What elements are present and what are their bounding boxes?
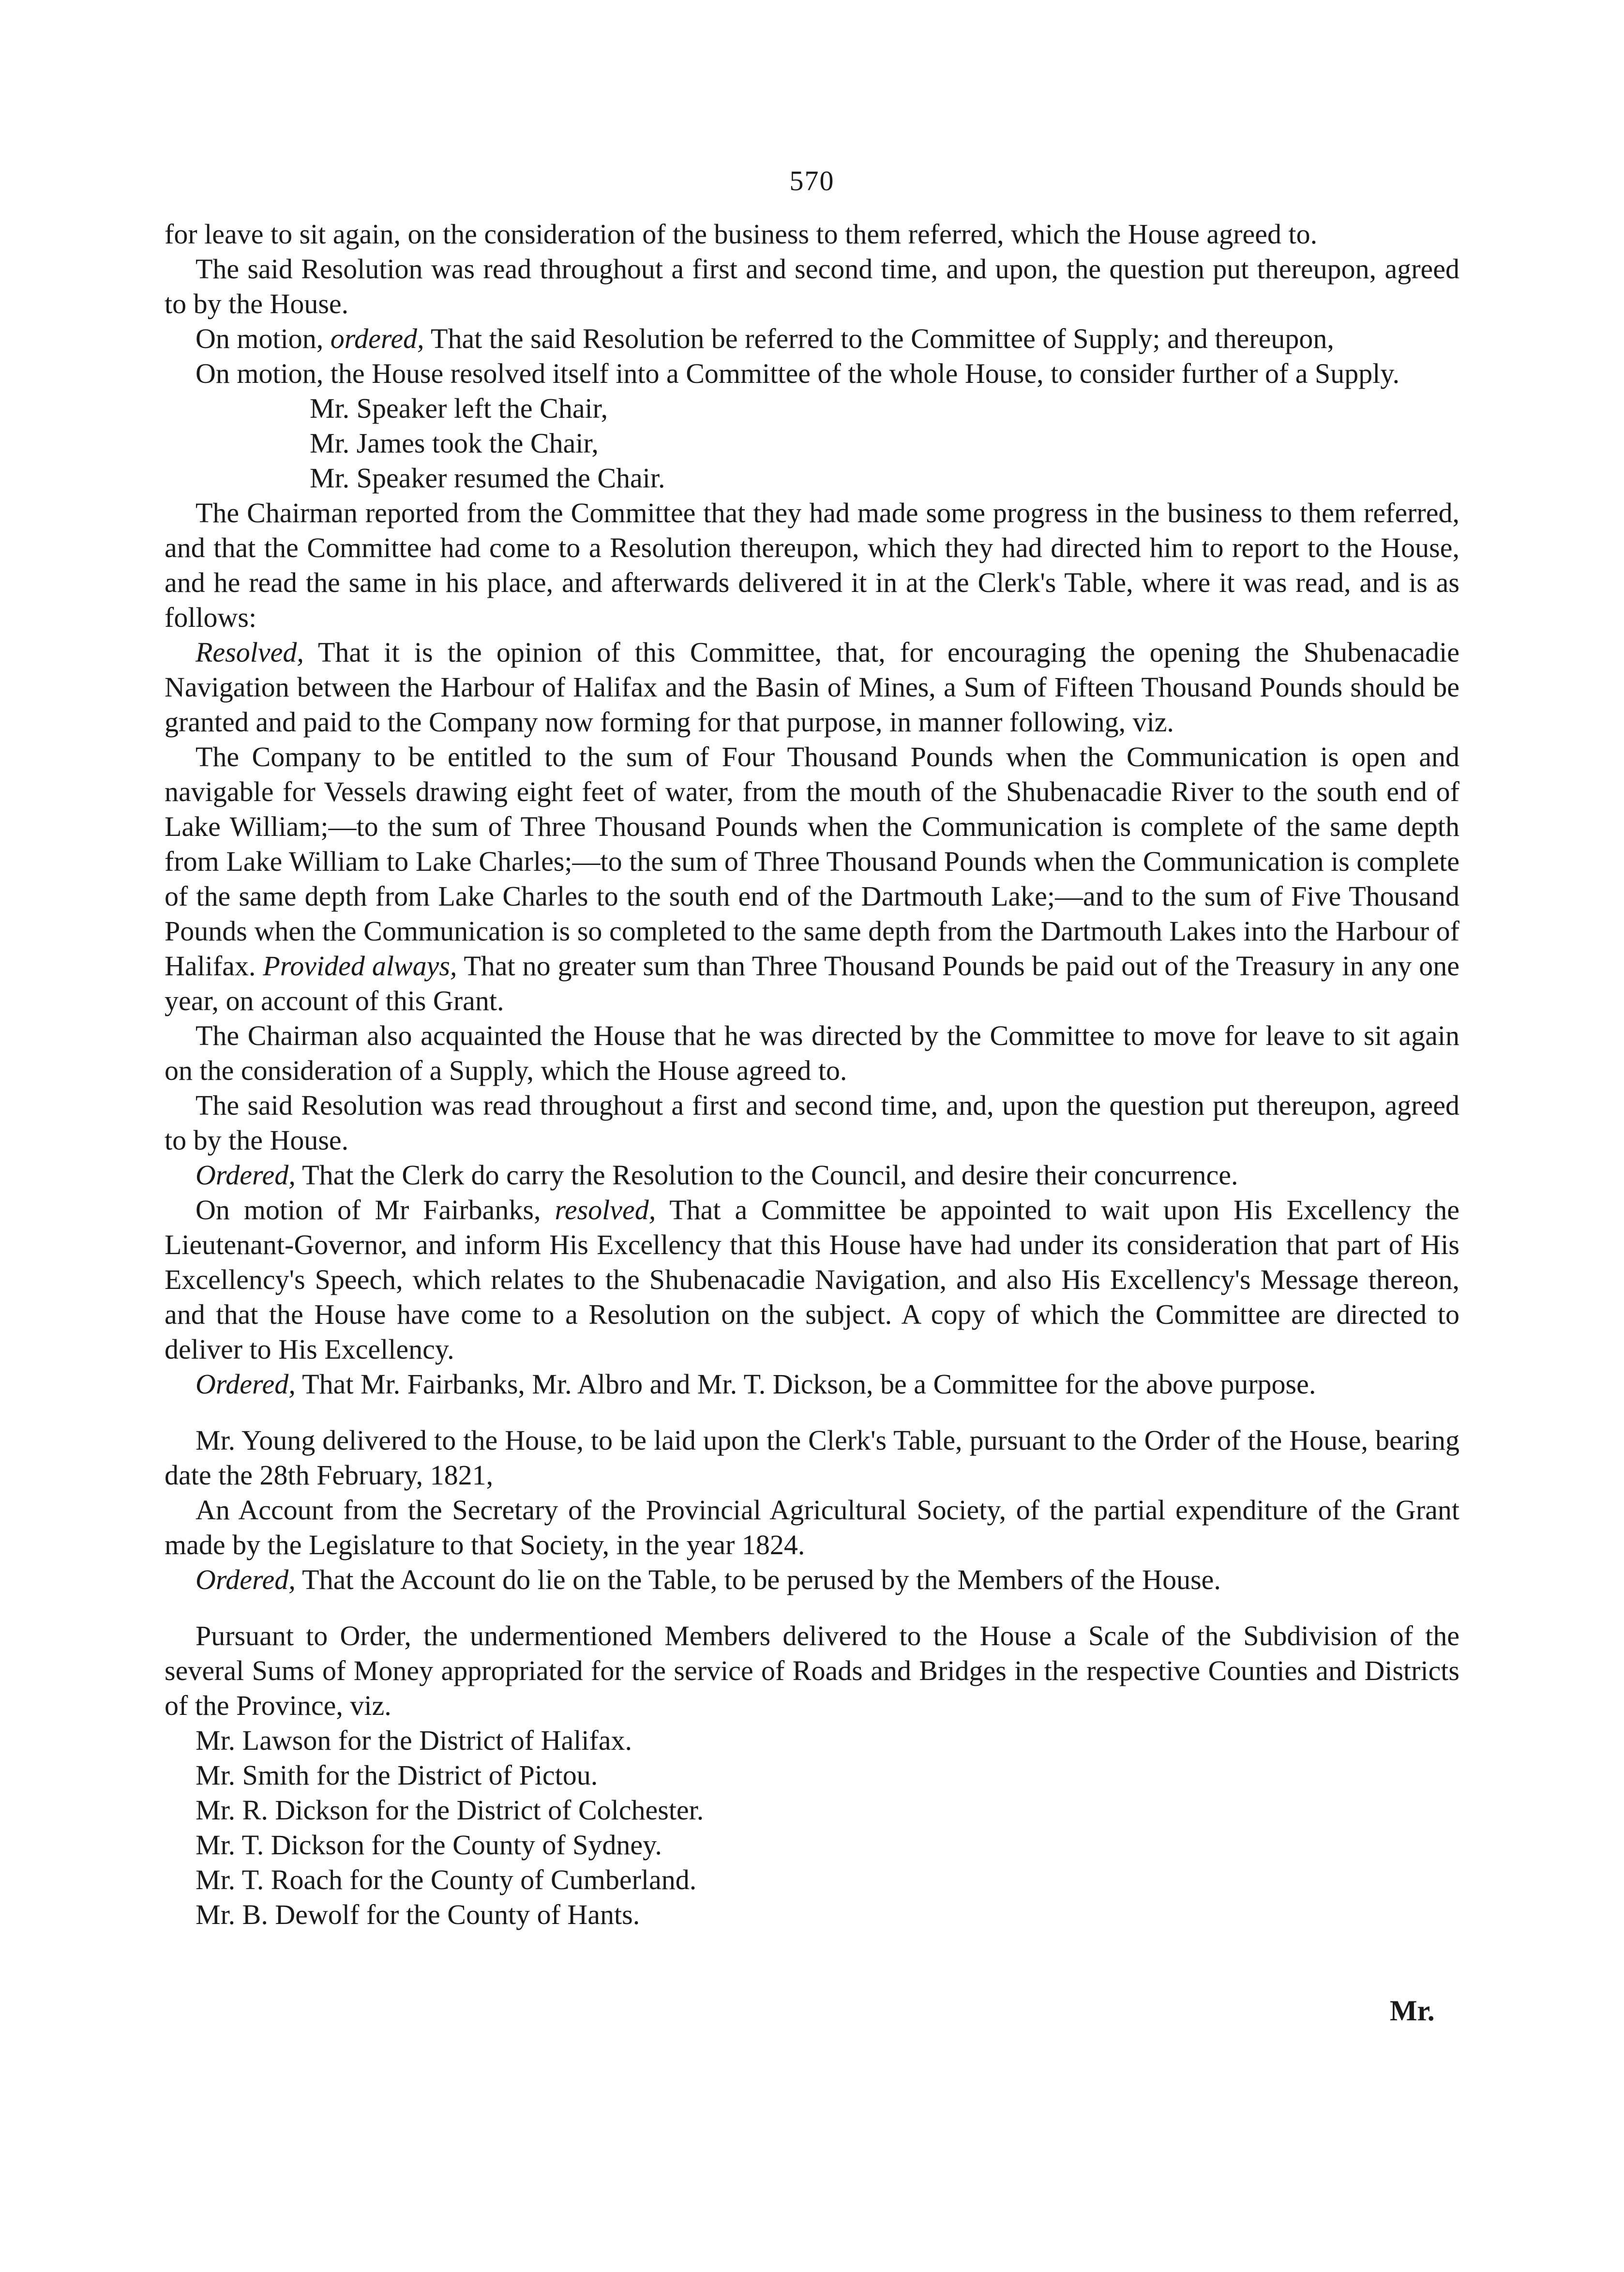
paragraph-referred-supply: On motion, ordered, That the said Resolution be referred to the Committee of Supply; and thereupon, — [195, 323, 1334, 354]
member-line: Mr. R. Dickson for the District of Colchester. — [195, 1794, 704, 1826]
member-line: Mr. B. Dewolf for the County of Hants. — [195, 1899, 640, 1930]
paragraph-ordered-committee: Ordered, That Mr. Fairbanks, Mr. Albro and Mr. T. Dickson, be a Committee for the above purpose. — [195, 1368, 1316, 1400]
chair-line-james: Mr. James took the Chair, — [310, 427, 599, 459]
paragraph-ordered-council: Ordered, That the Clerk do carry the Resolution to the Council, and desire their concurrence. — [195, 1159, 1238, 1191]
paragraph-pursuant: Pursuant to Order, the undermentioned Members delivered to the House a Scale of the Subdivision of the several Sums of Money appropriated for the service of Roads and Bridges in the respective Counties and Districts of the Province, viz. — [165, 1620, 1459, 1721]
paragraph-ordered-account: Ordered, That the Account do lie on the Table, to be perused by the Members of the House. — [195, 1564, 1221, 1595]
paragraph-fairbanks-motion: On motion of Mr Fairbanks, resolved, That a Committee be appointed to wait upon His Excellency the Lieutenant-Governor, and inform His Excellency that this House have had under its consideration that part of His Excellency's Speech, which relates to the Shubenacadie Navigation, and also His Excellency's Message thereon, and that the House have come to a Resolution on the subject. A copy of which the Committee are directed to deliver to His Excellency. — [165, 1194, 1460, 1365]
paragraph-resolution-read: The said Resolution was read throughout a first and second time, and upon, the question put thereupon, agreed to by the House. — [165, 253, 1459, 319]
page-body — [165, 217, 1459, 1932]
chair-line-speaker-resumed: Mr. Speaker resumed the Chair. — [310, 462, 665, 494]
paragraph-chairman-leave: The Chairman also acquainted the House that he was directed by the Committee to move for leave to sit again on the consideration of a Supply, which the House agreed to. — [165, 1020, 1459, 1086]
paragraph-leave-to-sit: for leave to sit again, on the consideration of the business to them referred, which the House agreed to. — [165, 218, 1318, 250]
paragraph-committee-whole: On motion, the House resolved itself into a Committee of the whole House, to consider further of a Supply. — [195, 358, 1400, 389]
chair-line-speaker-left: Mr. Speaker left the Chair, — [310, 393, 608, 424]
paragraph-second-reading: The said Resolution was read throughout a first and second time, and, upon the question put thereupon, agreed to by the House. — [165, 1090, 1459, 1156]
member-line: Mr. Smith for the District of Pictou. — [195, 1759, 598, 1791]
paragraph-chairman-report: The Chairman reported from the Committee that they had made some progress in the business to them referred, and that the Committee had come to a Resolution thereupon, which they had directed him to report to the House, and he read the same in his place, and afterwards delivered it in at the Clerk's Table, where it was read, and is as follows: — [165, 497, 1459, 633]
page-number: 570 — [789, 165, 835, 197]
paragraph-young-delivered: Mr. Young delivered to the House, to be laid upon the Clerk's Table, pursuant to the Order of the House, bearing date the 28th February, 1821, — [165, 1424, 1459, 1491]
member-line: Mr. T. Roach for the County of Cumberland. — [195, 1864, 697, 1895]
paragraph-account: An Account from the Secretary of the Provincial Agricultural Society, of the partial expenditure of the Grant made by the Legislature to that Society, in the year 1824. — [165, 1494, 1459, 1560]
paragraph-resolved: Resolved, That it is the opinion of this Committee, that, for encouraging the opening the Shubenacadie Navigation between the Harbour of Halifax and the Basin of Mines, a Sum of Fifteen Thousand Pounds should be granted and paid to the Company now forming for that purpose, in manner following, viz. — [165, 636, 1459, 738]
catchword: Mr. — [1390, 1995, 1435, 2027]
member-line: Mr. T. Dickson for the County of Sydney. — [195, 1829, 662, 1861]
paragraph-company-terms: The Company to be entitled to the sum of Four Thousand Pounds when the Communication is open and navigable for Vessels drawing eight feet of water, from the mouth of the Shubenacadie River to the south end of Lake William;—to the sum of Three Thousand Pounds when the Communication is complete of the same depth from Lake William to Lake Charles;—to the sum of Three Thousand Pounds when the Communication is complete of the same depth from Lake Charles to the south end of the Dartmouth Lake;—and to the sum of Five Thousand Pounds when the Communication is so completed to the same depth from the Dartmouth Lakes into the Harbour of Halifax. Provided always, That no greater sum than Three Thousand Pounds be paid out of the Treasury in any one year, on account of this Grant. — [165, 741, 1459, 1016]
member-line: Mr. Lawson for the District of Halifax. — [195, 1725, 632, 1756]
